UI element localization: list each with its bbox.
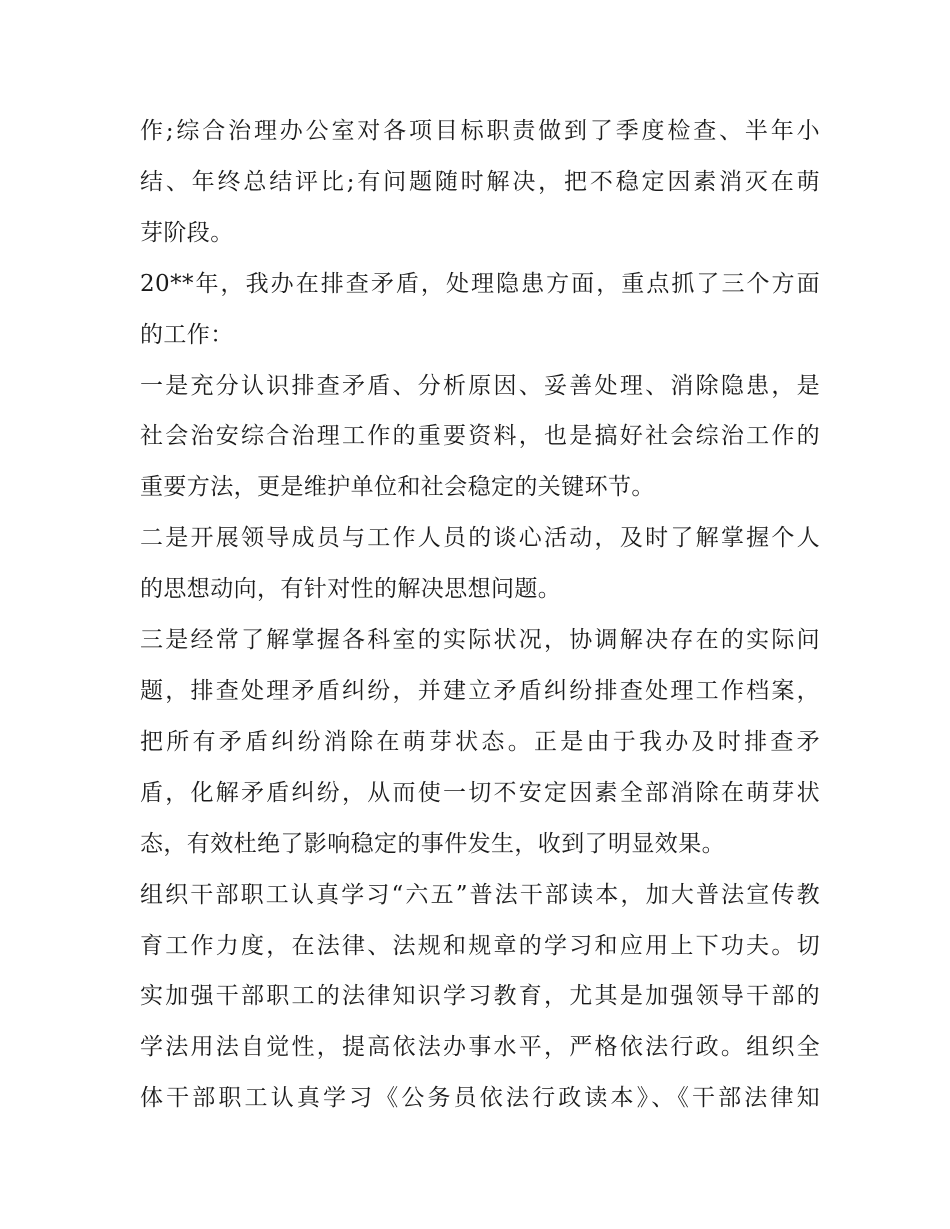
text-line: 体干部职工认真学习《公务员依法行政读本》、《干部法律知 xyxy=(140,1085,820,1112)
text-line: 作;综合治理办公室对各项目标职责做到了季度检查、半年小 xyxy=(140,118,820,144)
text-line: 盾，化解矛盾纠纷，从而使一切不安定因素全部消除在萌芽状 xyxy=(140,779,820,806)
text-line: 三是经常了解掌握各科室的实际状况，协调解决存在的实际问 xyxy=(140,627,820,654)
text-line: 题，排查处理矛盾纠纷，并建立矛盾纠纷排查处理工作档案， xyxy=(140,677,820,704)
text-line: 社会治安综合治理工作的重要资料，也是搞好社会综治工作的 xyxy=(140,423,820,450)
text-line: 实加强干部职工的法律知识学习教育，尤其是加强领导干部的 xyxy=(140,983,820,1010)
paragraph-2 xyxy=(140,259,820,361)
paragraph-5 xyxy=(140,615,820,870)
text-line: 结、年终总结评比;有问题随时解决，把不稳定因素消灭在萌 xyxy=(140,168,820,195)
text-line: 的工作： xyxy=(140,321,234,348)
paragraph-6 xyxy=(140,870,820,1125)
paragraph-4 xyxy=(140,513,820,615)
text-line: 一是充分认识排查矛盾、分析原因、妥善处理、消除隐患，是 xyxy=(140,372,820,399)
text-line: 的思想动向，有针对性的解决思想问题。 xyxy=(140,576,562,603)
text-line: 20**年，我办在排查矛盾，处理隐患方面，重点抓了三个方面 xyxy=(140,270,820,297)
text-line: 育工作力度，在法律、法规和规章的学习和应用上下功夫。切 xyxy=(140,932,820,959)
text-line: 把所有矛盾纠纷消除在萌芽状态。正是由于我办及时排查矛 xyxy=(140,728,820,755)
text-line: 组织干部职工认真学习“六五”普法干部读本，加大普法宣传教 xyxy=(140,881,820,908)
text-line: 重要方法，更是维护单位和社会稳定的关键环节。 xyxy=(140,474,655,501)
text-line: 二是开展领导成员与工作人员的谈心活动，及时了解掌握个人 xyxy=(140,525,820,552)
paragraph-3 xyxy=(140,361,820,514)
text-line: 态，有效杜绝了影响稳定的事件发生，收到了明显效果。 xyxy=(140,830,725,857)
text-line: 学法用法自觉性，提高依法办事水平，严格依法行政。组织全 xyxy=(140,1034,820,1061)
text-line: 芽阶段。 xyxy=(140,219,234,246)
document-page xyxy=(140,106,820,1124)
paragraph-1 xyxy=(140,106,820,259)
